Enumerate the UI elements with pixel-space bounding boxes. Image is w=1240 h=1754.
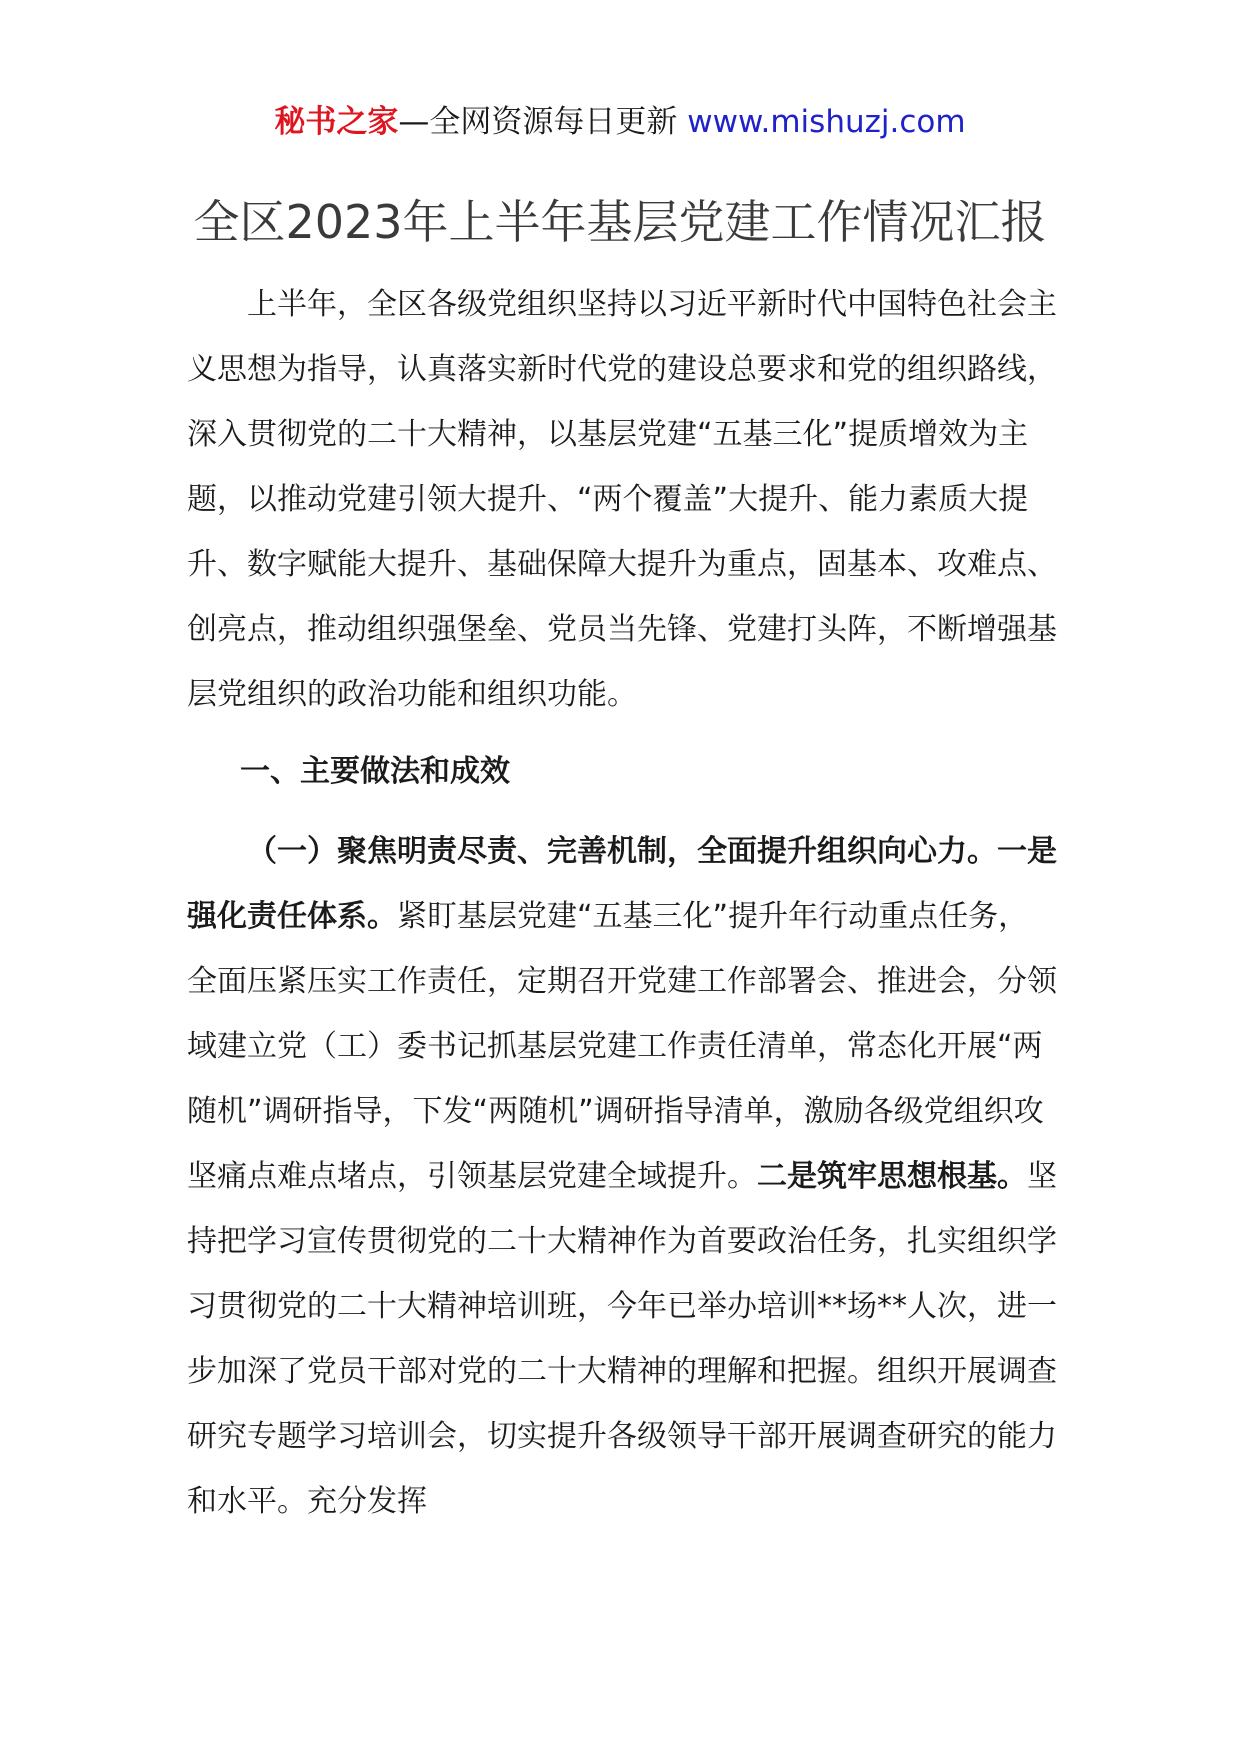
point-one-label: 一是强化责任体系。 (187, 834, 1057, 934)
document-title: 全区2023年上半年基层党建工作情况汇报 (193, 195, 1047, 249)
point-two-label: 二是筑牢思想根基。 (757, 1159, 1027, 1194)
site-url-link[interactable]: www.mishuzj.com (687, 104, 966, 140)
site-tagline: —全网资源每日更新 (398, 104, 688, 140)
section-heading: 一、主要做法和成效 (240, 754, 510, 789)
site-name: 秘书之家 (274, 104, 399, 140)
point-two-text: 坚持把学习宣传贯彻党的二十大精神作为首要政治任务，扎实组织学习贯彻党的二十大精神培训班，今年已举办培训**场**人次，进一步加深了党员干部对党的二十大精神的理解和把握。组织开展调查研究专题学习培训会，切实提升各级领导干部开展调查研究的能力和水平。充分发挥 (187, 1159, 1057, 1519)
intro-paragraph (187, 272, 1057, 727)
section-paragraph (187, 819, 1057, 1534)
section-paragraph-text (187, 819, 1057, 1534)
intro-text: 上半年，全区各级党组织坚持以习近平新时代中国特色社会主义思想为指导，认真落实新时代党的建设总要求和党的组织路线，深入贯彻党的二十大精神，以基层党建“五基三化”提质增效为主题，以推动党建引领大提升、“两个覆盖”大提升、能力素质大提升、数字赋能大提升、基础保障大提升为重点，固基本、攻难点、创亮点，推动组织强堡垒、党员当先锋、党建打头阵，不断增强基层党组织的政治功能和组织功能。 (187, 287, 1057, 712)
subsection-heading: （一）聚焦明责尽责、完善机制，全面提升组织向心力。 (247, 834, 997, 869)
point-one-text: 紧盯基层党建“五基三化”提升年行动重点任务，全面压紧压实工作责任，定期召开党建工作部署会、推进会，分领域建立党（工）委书记抓基层党建工作责任清单，常态化开展“两随机”调研指导，下发“两随机”调研指导清单，激励各级党组织攻坚痛点难点堵点，引领基层党建全域提升。 (187, 899, 1057, 1194)
site-header (0, 100, 1240, 144)
